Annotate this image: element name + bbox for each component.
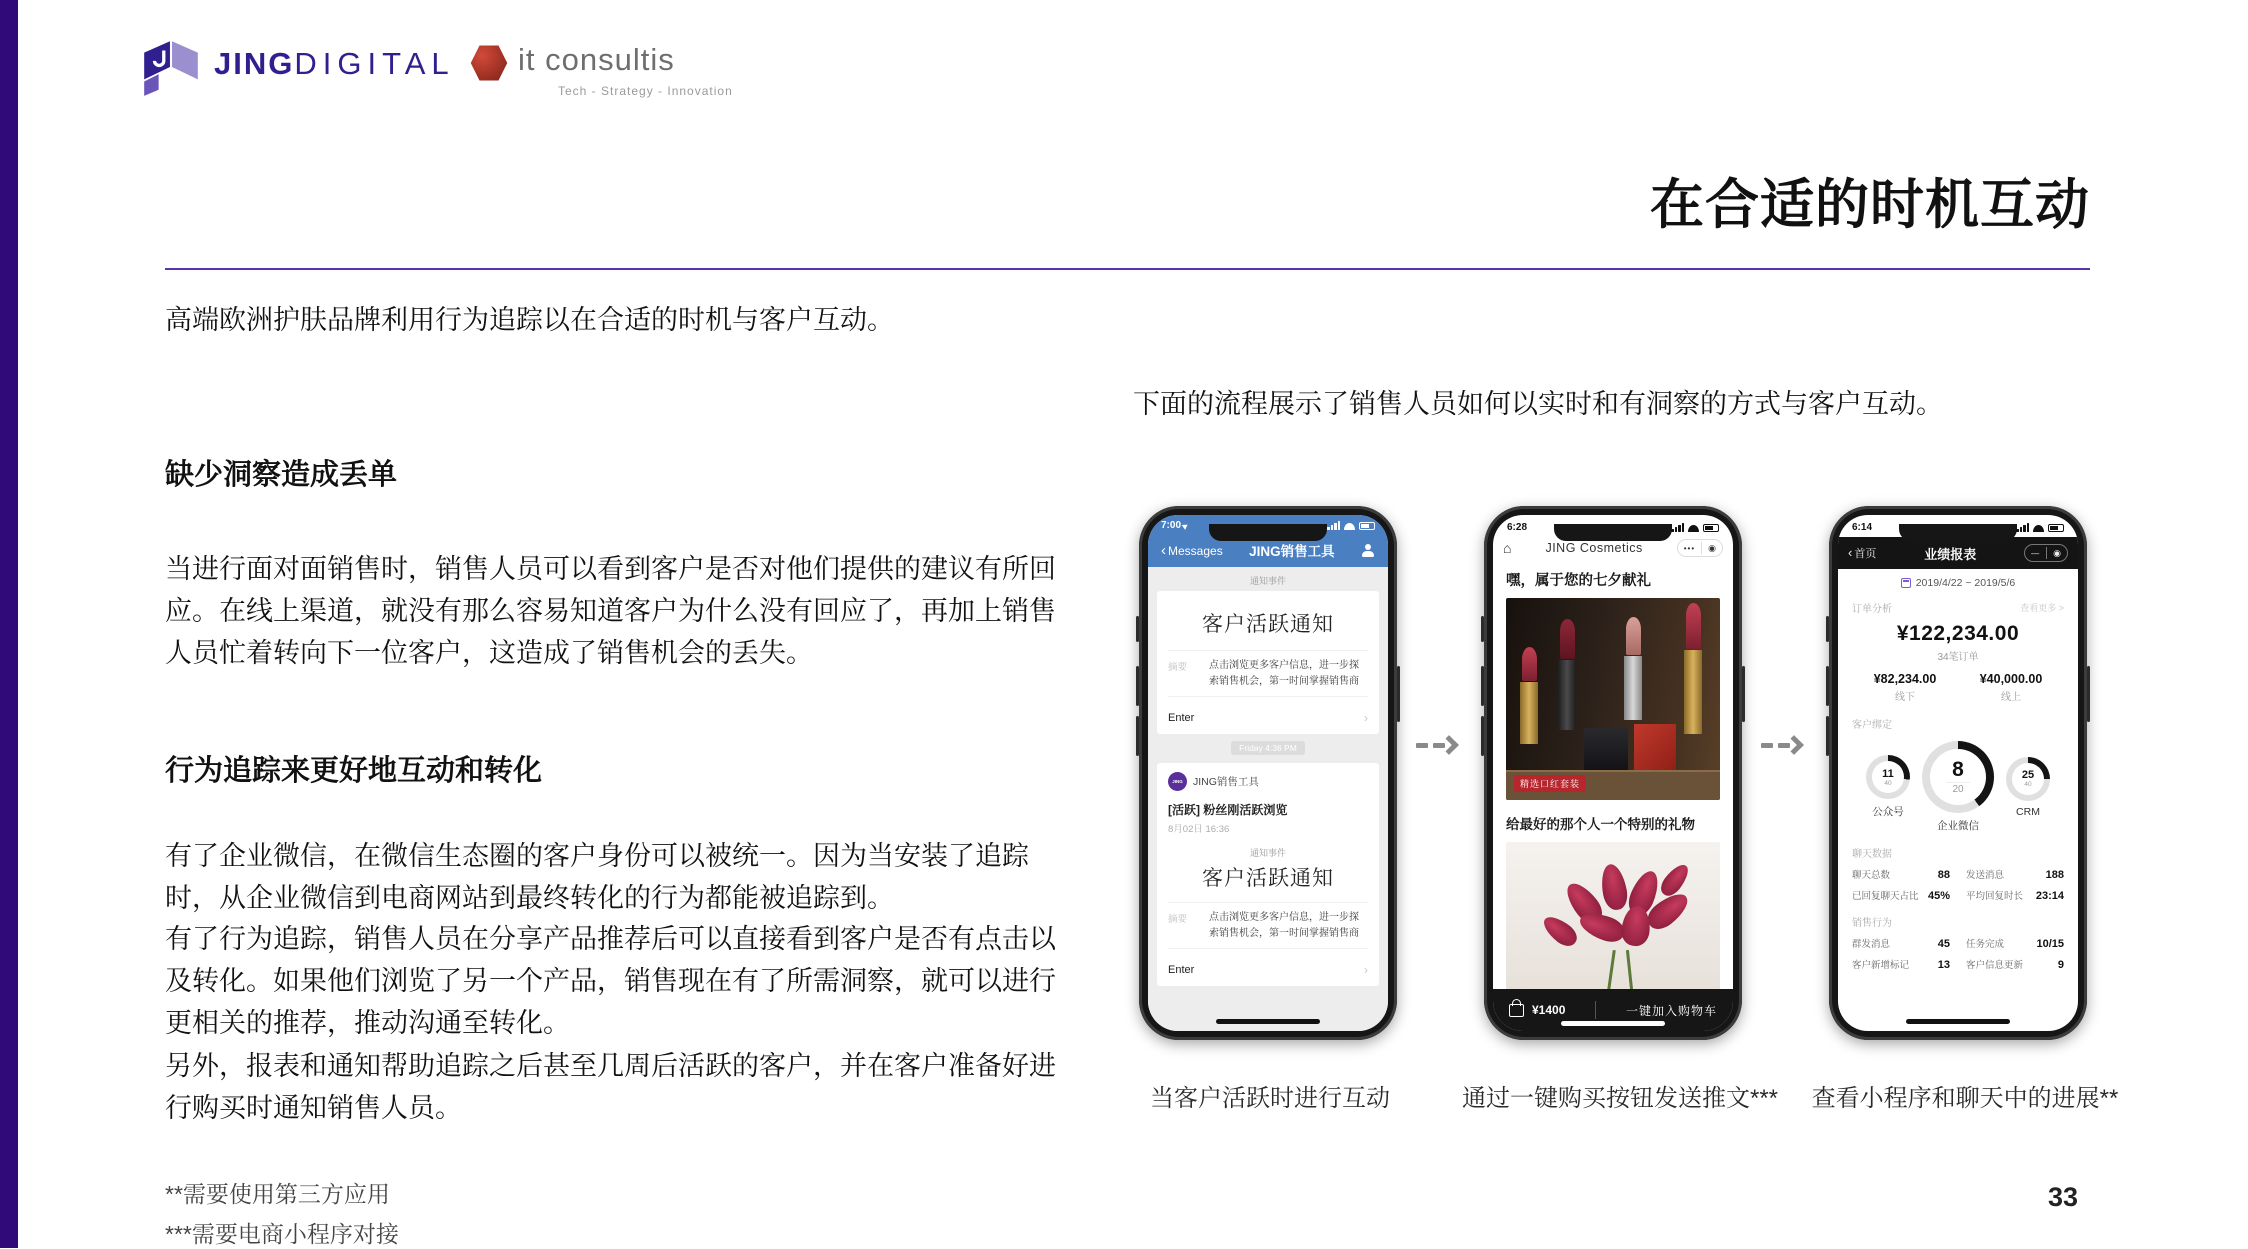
- back-chevron-icon: ‹: [1848, 545, 1853, 560]
- location-arrow-icon: [1182, 522, 1190, 530]
- itconsultis-tagline: Tech - Strategy - Innovation: [558, 84, 733, 98]
- shop-heading-2: 给最好的那个人一个特别的礼物: [1506, 817, 1695, 832]
- sender-avatar: JING: [1168, 772, 1187, 791]
- phone-notch: [1554, 524, 1672, 541]
- binding-section-label: 客户绑定: [1852, 720, 1892, 731]
- itconsultis-logo-icon: [470, 44, 508, 82]
- stat-row: 客户新增标记 13: [1852, 959, 1950, 971]
- phone-notch: [1899, 524, 2017, 541]
- message-title: [活跃] 粉丝刚活跃浏览: [1168, 803, 1288, 817]
- stat-row: 已回复聊天占比 45%: [1852, 890, 1950, 902]
- donut-official-account: 11 40: [1866, 755, 1910, 799]
- close-circle-icon[interactable]: ◉: [2053, 547, 2061, 558]
- cart-price: ¥1400: [1532, 1003, 1566, 1017]
- status-icons: [2016, 523, 2064, 532]
- home-indicator: [1216, 1019, 1320, 1024]
- brand-jing: JING: [214, 46, 295, 81]
- more-options-icon[interactable]: —: [2031, 548, 2041, 558]
- flow-arrow-icon: [1416, 738, 1456, 752]
- flower-product-image[interactable]: [1506, 842, 1720, 990]
- phone1-screen: [1148, 515, 1388, 1031]
- product-box-dark: [1584, 728, 1628, 772]
- miniprogram-capsule[interactable]: [1677, 539, 1723, 557]
- back-button[interactable]: ‹ Messages: [1161, 541, 1223, 559]
- section1-paragraph: 当进行面对面销售时，销售人员可以看到客户是否对他们提供的建议有所回应。在线上渠道，就没有那么容易知道客户为什么没有回应了，再加上销售人员忙着转向下一位客户，这造成了销售机会的丢失。: [165, 554, 1056, 669]
- notification-card-1[interactable]: [1157, 591, 1379, 734]
- battery-icon: [2048, 524, 2064, 532]
- phone2-clock: 6:28: [1507, 522, 1528, 533]
- phone1-clock: 7:00: [1161, 520, 1182, 531]
- enter-row[interactable]: Enter ›: [1168, 963, 1368, 977]
- phone3-nav-title: 业绩报表: [1924, 546, 1977, 562]
- battery-icon: [1359, 522, 1375, 530]
- flow-lead-text: 下面的流程展示了销售人员如何以实时和有洞察的方式与客户互动。: [1133, 389, 1943, 419]
- footnote-1: **需要使用第三方应用: [165, 1181, 390, 1207]
- enter-row[interactable]: Enter ›: [1168, 711, 1368, 725]
- wifi-icon: [1344, 523, 1355, 530]
- signal-icon: [2016, 523, 2029, 532]
- add-to-cart-button[interactable]: 一键加入购物车: [1625, 1003, 1717, 1018]
- binding-donut-charts: [1852, 741, 2064, 833]
- donut-crm: 25 40: [2006, 757, 2050, 801]
- summary-text: 点击浏览更多客户信息，进一步探索销售机会，第一时间掌握销售商: [1209, 912, 1359, 939]
- stat-row: 客户信息更新 9: [1966, 959, 2064, 971]
- shopping-bag-icon[interactable]: [1509, 1004, 1524, 1017]
- orders-count: 34笔订单: [1937, 652, 1979, 663]
- miniprogram-capsule[interactable]: [2024, 544, 2068, 562]
- slide-accent-bar: [0, 0, 18, 1248]
- donut-label: CRM: [2016, 805, 2040, 818]
- wifi-icon: [2033, 525, 2044, 532]
- phone3-caption: 查看小程序和聊天中的进展**: [1811, 1085, 2119, 1112]
- battery-icon: [1703, 524, 1719, 532]
- jingdigital-wordmark: [214, 46, 455, 82]
- summary-label: 摘要: [1168, 914, 1188, 925]
- jingdigital-logo-icon: [138, 38, 204, 101]
- online-label: 线上: [2001, 692, 2021, 703]
- itconsultis-wordmark: it consultis: [518, 42, 675, 77]
- product-box-red: [1634, 724, 1676, 772]
- phone2-caption: 通过一键购买按钮发送推文***: [1461, 1085, 1779, 1112]
- home-icon[interactable]: ⌂: [1503, 540, 1512, 556]
- phone2-nav-title: JING Cosmetics: [1545, 541, 1643, 555]
- peek-event-label: 通知事件: [1249, 576, 1286, 586]
- contact-profile-icon[interactable]: [1361, 544, 1375, 557]
- total-revenue: ¥122,234.00: [1896, 622, 2020, 645]
- more-options-icon[interactable]: •••: [1683, 543, 1696, 553]
- stat-row: 平均回复时长 23:14: [1966, 890, 2064, 902]
- sales-stats: [1852, 936, 2064, 971]
- section1-heading: 缺少洞察造成丢单: [165, 459, 398, 491]
- phone-mockup-miniprogram-shop: [1484, 506, 1742, 1040]
- close-circle-icon[interactable]: ◉: [1708, 542, 1716, 553]
- donut-label: 企业微信: [1937, 820, 1979, 832]
- title-divider: [165, 268, 2090, 270]
- notification-card-2[interactable]: [1157, 763, 1379, 986]
- calendar-icon: [1901, 578, 1911, 588]
- phone-mockup-wechat-notifications: [1139, 506, 1397, 1040]
- sales-section-label: 销售行为: [1852, 918, 1892, 929]
- phone2-screen: [1493, 515, 1733, 1031]
- home-indicator: [1561, 1021, 1665, 1026]
- date-range-picker[interactable]: 2019/4/22 ~ 2019/5/6: [1852, 577, 2064, 589]
- card2-title: 客户活跃通知: [1202, 867, 1334, 890]
- card1-title: 客户活跃通知: [1202, 613, 1334, 636]
- lipstick-product-image[interactable]: [1506, 598, 1720, 800]
- chat-timestamp-badge: Friday 4:36 PM: [1157, 743, 1379, 754]
- see-more-link[interactable]: 查看更多 >: [2020, 603, 2064, 613]
- stat-row: 聊天总数 88: [1852, 869, 1950, 881]
- chat-body: [1148, 567, 1388, 1031]
- phone1-header: [1148, 515, 1388, 567]
- home-indicator: [1906, 1019, 2010, 1024]
- summary-label: 摘要: [1168, 662, 1188, 673]
- online-value: ¥40,000.00: [1979, 672, 2043, 686]
- summary-text: 点击浏览更多客户信息，进一步探索销售机会，第一时间掌握销售商: [1209, 660, 1359, 687]
- offline-label: 线下: [1895, 692, 1915, 703]
- page-number: 33: [2048, 1182, 2079, 1212]
- brand-digital: DIGITAL: [294, 46, 455, 81]
- sender-name: JING销售工具: [1193, 776, 1259, 788]
- back-button[interactable]: ‹ 首页: [1848, 545, 1877, 560]
- section2-paragraph-3: 另外，报表和通知帮助追踪之后甚至几周后活跃的客户，并在客户准备好进行购买时通知销售人员。: [165, 1051, 1056, 1124]
- donut-label: 公众号: [1872, 806, 1904, 818]
- phone1-nav-title: JING销售工具: [1249, 544, 1335, 559]
- back-chevron-icon: ‹: [1161, 541, 1166, 559]
- phone-notch: [1209, 524, 1327, 541]
- forward-chevron-icon: ›: [1364, 963, 1368, 977]
- phone1-caption: 当客户活跃时进行互动: [1150, 1085, 1390, 1112]
- event-label: 通知事件: [1249, 848, 1286, 858]
- phone3-screen: [1838, 515, 2078, 1031]
- shop-heading-1: 嘿，属于您的七夕献礼: [1506, 573, 1651, 589]
- offline-value: ¥82,234.00: [1873, 672, 1937, 686]
- section2-paragraph-1: 有了企业微信，在微信生态圈的客户身份可以被统一。因为当安装了追踪时，从企业微信到电商网站到最终转化的行为都能被追踪到。: [165, 841, 1029, 914]
- stat-row: 群发消息 45: [1852, 938, 1950, 950]
- status-icons: [1327, 521, 1375, 530]
- stat-row: 发送消息 188: [1966, 869, 2064, 881]
- stat-row: 任务完成 10/15: [1966, 938, 2064, 950]
- status-icons: [1671, 523, 1719, 532]
- wifi-icon: [1688, 525, 1699, 532]
- footnote-2: ***需要电商小程序对接: [165, 1221, 399, 1247]
- intro-text: 高端欧洲护肤品牌利用行为追踪以在合适的时机与客户互动。: [165, 305, 894, 335]
- phone-mockup-performance-report: [1829, 506, 2087, 1040]
- message-time: 8月02日 16:36: [1168, 824, 1230, 835]
- chat-section-label: 聊天数据: [1852, 849, 1892, 860]
- forward-chevron-icon: ›: [1364, 711, 1368, 725]
- section2-heading: 行为追踪来更好地互动和转化: [165, 755, 543, 787]
- order-section-label: 订单分析: [1852, 604, 1892, 615]
- section2-paragraph-2: 有了行为追踪，销售人员在分享产品推荐后可以直接看到客户是否有点击以及转化。如果他们浏览了另一个产品，销售现在有了所需洞察，就可以进行更相关的推荐，推动沟通至转化。: [165, 924, 1056, 1039]
- signal-icon: [1671, 523, 1684, 532]
- signal-icon: [1327, 521, 1340, 530]
- flow-arrow-icon: [1761, 738, 1801, 752]
- image-tag-label: 精选口红套装: [1514, 775, 1586, 792]
- donut-wecom: 8 20: [1922, 741, 1994, 813]
- phone3-clock: 6:14: [1852, 522, 1873, 533]
- page-title: 在合适的时机互动: [1650, 175, 2090, 235]
- chat-stats: [1852, 867, 2064, 902]
